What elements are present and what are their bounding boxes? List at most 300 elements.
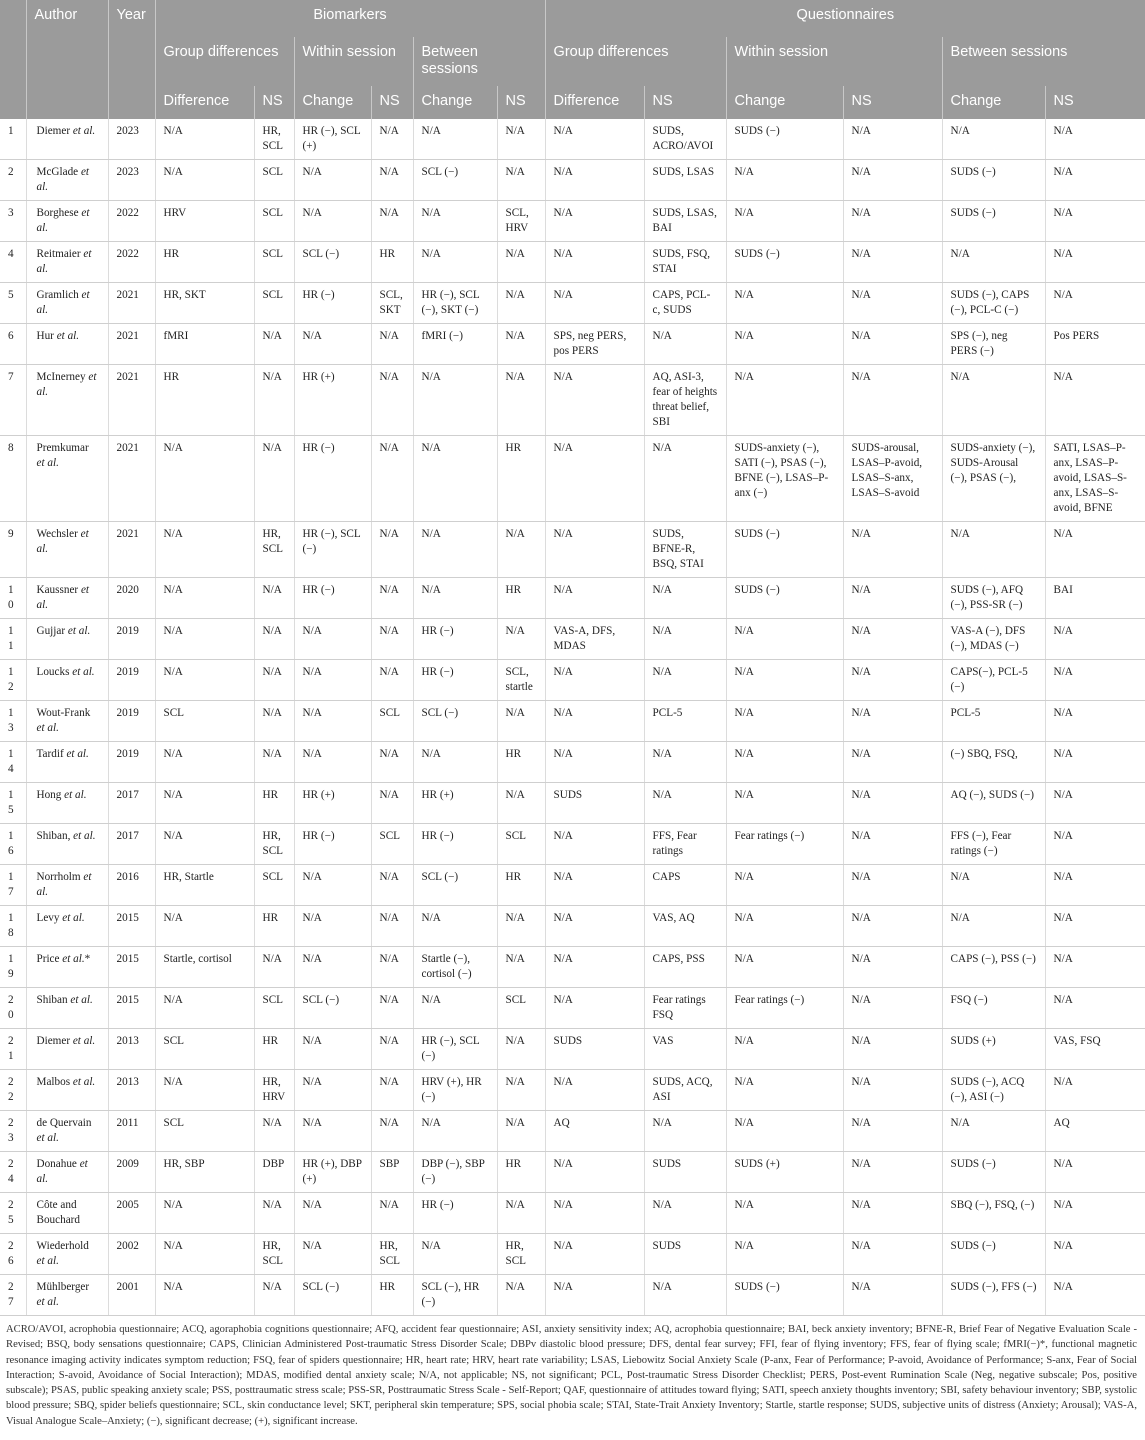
cell-q-within-change: N/A — [726, 947, 843, 988]
cell-q-group-difference: N/A — [545, 242, 644, 283]
cell-q-between-change: N/A — [942, 365, 1045, 436]
cell-bio-group-ns: SCL — [254, 988, 294, 1029]
cell-bio-between-ns: N/A — [497, 119, 545, 160]
cell-bio-within-change: HR (+) — [294, 365, 371, 436]
table-row — [0, 824, 1145, 865]
cell-bio-group-difference: HRV — [155, 201, 254, 242]
cell-index: 1 — [0, 119, 26, 160]
cell-q-group-difference: SUDS — [545, 783, 644, 824]
table-row — [0, 1152, 1145, 1193]
cell-author: Shiban et al. — [26, 988, 108, 1029]
cell-bio-within-ns: HR, SCL — [371, 1234, 413, 1275]
cell-year: 2017 — [108, 783, 155, 824]
cell-bio-within-ns: N/A — [371, 324, 413, 365]
cell-index: 16 — [0, 824, 26, 865]
cell-bio-between-ns: SCL — [497, 988, 545, 1029]
table-row — [0, 324, 1145, 365]
cell-q-within-change: N/A — [726, 865, 843, 906]
cell-bio-within-ns: N/A — [371, 160, 413, 201]
cell-bio-between-ns: N/A — [497, 619, 545, 660]
cell-bio-between-ns: N/A — [497, 160, 545, 201]
cell-bio-between-ns: HR — [497, 865, 545, 906]
cell-q-group-difference: N/A — [545, 988, 644, 1029]
cell-author: Price et al.* — [26, 947, 108, 988]
cell-q-within-ns: N/A — [843, 783, 942, 824]
table-row — [0, 119, 1145, 160]
cell-q-between-change: FFS (−), Fear ratings (−) — [942, 824, 1045, 865]
cell-bio-group-difference: N/A — [155, 578, 254, 619]
cell-bio-within-ns: N/A — [371, 1070, 413, 1111]
cell-bio-within-ns: SCL, SKT — [371, 283, 413, 324]
cell-bio-between-change: N/A — [413, 242, 497, 283]
cell-q-between-ns: N/A — [1045, 783, 1145, 824]
cell-author: Borghese et al. — [26, 201, 108, 242]
cell-bio-group-difference: N/A — [155, 1070, 254, 1111]
cell-q-within-ns: N/A — [843, 824, 942, 865]
cell-bio-between-change: HR (−), SCL (−) — [413, 1029, 497, 1070]
cell-bio-between-ns: SCL — [497, 824, 545, 865]
cell-q-within-ns: N/A — [843, 522, 942, 578]
cell-year: 2009 — [108, 1152, 155, 1193]
cell-bio-group-difference: N/A — [155, 660, 254, 701]
cell-q-between-change: SUDS (−) — [942, 201, 1045, 242]
table-row — [0, 619, 1145, 660]
cell-bio-within-ns: N/A — [371, 865, 413, 906]
cell-q-between-ns: N/A — [1045, 160, 1145, 201]
cell-q-within-ns: SUDS-arousal, LSAS–P-avoid, LSAS–S-anx, LSAS–S-avoid — [843, 436, 942, 522]
cell-bio-within-ns: N/A — [371, 201, 413, 242]
cell-q-between-ns: N/A — [1045, 988, 1145, 1029]
cell-bio-within-change: HR (−) — [294, 283, 371, 324]
cell-bio-within-ns: N/A — [371, 578, 413, 619]
cell-bio-group-difference: N/A — [155, 1193, 254, 1234]
cell-bio-group-difference: N/A — [155, 742, 254, 783]
cell-q-group-ns: N/A — [644, 578, 726, 619]
cell-q-between-ns: N/A — [1045, 1152, 1145, 1193]
cell-q-within-change: N/A — [726, 201, 843, 242]
cell-year: 2022 — [108, 242, 155, 283]
cell-q-between-change: SUDS (−), FFS (−) — [942, 1275, 1045, 1316]
cell-q-group-difference: VAS-A, DFS, MDAS — [545, 619, 644, 660]
cell-bio-within-ns: N/A — [371, 988, 413, 1029]
cell-bio-between-change: N/A — [413, 906, 497, 947]
cell-q-within-change: SUDS (−) — [726, 522, 843, 578]
cell-author: McInerney et al. — [26, 365, 108, 436]
cell-q-group-ns: N/A — [644, 1111, 726, 1152]
cell-q-within-change: N/A — [726, 742, 843, 783]
cell-year: 2020 — [108, 578, 155, 619]
cell-q-group-ns: CAPS — [644, 865, 726, 906]
cell-bio-within-change: SCL (−) — [294, 988, 371, 1029]
cell-bio-group-ns: SCL — [254, 242, 294, 283]
cell-bio-within-ns: N/A — [371, 1193, 413, 1234]
cell-q-group-ns: VAS, AQ — [644, 906, 726, 947]
cell-bio-group-difference: HR, Startle — [155, 865, 254, 906]
cell-bio-between-change: DBP (−), SBP (−) — [413, 1152, 497, 1193]
cell-bio-between-change: SCL (−), HR (−) — [413, 1275, 497, 1316]
cell-q-within-ns: N/A — [843, 660, 942, 701]
cell-bio-between-change: SCL (−) — [413, 865, 497, 906]
cell-q-within-change: N/A — [726, 1234, 843, 1275]
cell-index: 27 — [0, 1275, 26, 1316]
cell-index: 18 — [0, 906, 26, 947]
cell-q-within-change: N/A — [726, 1111, 843, 1152]
cell-q-within-change: Fear ratings (−) — [726, 988, 843, 1029]
cell-q-within-ns: N/A — [843, 1029, 942, 1070]
cell-q-group-difference: N/A — [545, 824, 644, 865]
cell-bio-group-ns: HR, SCL — [254, 1234, 294, 1275]
cell-author: Tardif et al. — [26, 742, 108, 783]
cell-q-group-ns: CAPS, PSS — [644, 947, 726, 988]
cell-q-group-difference: N/A — [545, 436, 644, 522]
cell-q-group-ns: SUDS, FSQ, STAI — [644, 242, 726, 283]
cell-index: 19 — [0, 947, 26, 988]
cell-bio-within-ns: SCL — [371, 824, 413, 865]
cell-bio-group-difference: Startle, cortisol — [155, 947, 254, 988]
cell-bio-group-difference: N/A — [155, 119, 254, 160]
header-q-group-differences: Group differences — [545, 37, 726, 86]
cell-bio-between-change: HR (+) — [413, 783, 497, 824]
cell-author: Gramlich et al. — [26, 283, 108, 324]
cell-bio-group-ns: N/A — [254, 578, 294, 619]
cell-bio-group-ns: HR — [254, 1029, 294, 1070]
cell-index: 10 — [0, 578, 26, 619]
cell-q-within-change: N/A — [726, 324, 843, 365]
cell-q-group-ns: AQ, ASI-3, fear of heights threat belief, SBI — [644, 365, 726, 436]
cell-author: Donahue et al. — [26, 1152, 108, 1193]
cell-bio-within-change: HR (+) — [294, 783, 371, 824]
cell-q-between-ns: Pos PERS — [1045, 324, 1145, 365]
cell-bio-within-ns: N/A — [371, 660, 413, 701]
cell-bio-between-change: SCL (−) — [413, 160, 497, 201]
cell-author: Wiederhold et al. — [26, 1234, 108, 1275]
cell-q-between-ns: VAS, FSQ — [1045, 1029, 1145, 1070]
cell-year: 2021 — [108, 283, 155, 324]
cell-q-within-change: N/A — [726, 906, 843, 947]
cell-bio-between-ns: N/A — [497, 906, 545, 947]
cell-q-between-change: VAS-A (−), DFS (−), MDAS (−) — [942, 619, 1045, 660]
cell-bio-between-ns: N/A — [497, 1111, 545, 1152]
cell-year: 2017 — [108, 824, 155, 865]
cell-bio-within-ns: N/A — [371, 619, 413, 660]
cell-q-between-ns: N/A — [1045, 660, 1145, 701]
cell-year: 2021 — [108, 365, 155, 436]
table-row — [0, 906, 1145, 947]
cell-bio-between-ns: HR, SCL — [497, 1234, 545, 1275]
cell-year: 2005 — [108, 1193, 155, 1234]
cell-bio-between-ns: SCL, HRV — [497, 201, 545, 242]
cell-q-between-change: PCL-5 — [942, 701, 1045, 742]
header-q-between-change: Change — [942, 86, 1045, 119]
cell-bio-group-difference: HR, SKT — [155, 283, 254, 324]
cell-q-between-ns: AQ — [1045, 1111, 1145, 1152]
cell-q-between-ns: N/A — [1045, 824, 1145, 865]
cell-bio-group-difference: N/A — [155, 160, 254, 201]
cell-q-between-ns: N/A — [1045, 947, 1145, 988]
table-row — [0, 947, 1145, 988]
cell-q-group-ns: N/A — [644, 619, 726, 660]
cell-q-between-change: SUDS (−), ACQ (−), ASI (−) — [942, 1070, 1045, 1111]
cell-year: 2019 — [108, 701, 155, 742]
cell-author: Diemer et al. — [26, 1029, 108, 1070]
cell-bio-group-ns: N/A — [254, 436, 294, 522]
cell-bio-between-ns: N/A — [497, 701, 545, 742]
cell-bio-group-difference: HR, SBP — [155, 1152, 254, 1193]
table-row — [0, 283, 1145, 324]
cell-q-group-difference: N/A — [545, 522, 644, 578]
cell-author: Shiban, et al. — [26, 824, 108, 865]
cell-year: 2011 — [108, 1111, 155, 1152]
cell-bio-between-change: fMRI (−) — [413, 324, 497, 365]
header-questionnaires: Questionnaires — [545, 0, 1145, 37]
cell-q-group-difference: N/A — [545, 1152, 644, 1193]
cell-index: 4 — [0, 242, 26, 283]
cell-year: 2022 — [108, 201, 155, 242]
cell-index: 21 — [0, 1029, 26, 1070]
cell-index: 24 — [0, 1152, 26, 1193]
cell-q-within-ns: N/A — [843, 324, 942, 365]
cell-q-within-change: N/A — [726, 160, 843, 201]
cell-year: 2015 — [108, 988, 155, 1029]
cell-q-within-ns: N/A — [843, 988, 942, 1029]
cell-q-group-ns: PCL-5 — [644, 701, 726, 742]
cell-bio-group-ns: DBP — [254, 1152, 294, 1193]
cell-index: 25 — [0, 1193, 26, 1234]
cell-q-within-change: SUDS (−) — [726, 578, 843, 619]
cell-index: 15 — [0, 783, 26, 824]
cell-author: Malbos et al. — [26, 1070, 108, 1111]
cell-q-between-ns: N/A — [1045, 906, 1145, 947]
table-row — [0, 1275, 1145, 1316]
cell-q-group-ns: SUDS, LSAS — [644, 160, 726, 201]
cell-author: Wout-Frank et al. — [26, 701, 108, 742]
cell-bio-between-ns: N/A — [497, 947, 545, 988]
cell-q-between-change: AQ (−), SUDS (−) — [942, 783, 1045, 824]
cell-bio-group-ns: N/A — [254, 324, 294, 365]
cell-author: McGlade et al. — [26, 160, 108, 201]
cell-bio-between-ns: N/A — [497, 365, 545, 436]
cell-q-within-ns: N/A — [843, 160, 942, 201]
cell-q-group-difference: N/A — [545, 1275, 644, 1316]
cell-index: 20 — [0, 988, 26, 1029]
cell-bio-group-ns: N/A — [254, 660, 294, 701]
cell-q-within-ns: N/A — [843, 365, 942, 436]
cell-q-within-change: SUDS (−) — [726, 242, 843, 283]
cell-bio-between-change: N/A — [413, 578, 497, 619]
cell-q-between-ns: N/A — [1045, 701, 1145, 742]
cell-q-group-difference: N/A — [545, 201, 644, 242]
cell-bio-group-ns: SCL — [254, 865, 294, 906]
cell-q-between-ns: N/A — [1045, 242, 1145, 283]
cell-bio-between-ns: N/A — [497, 1070, 545, 1111]
header-bio-between-ns: NS — [497, 86, 545, 119]
cell-q-within-ns: N/A — [843, 578, 942, 619]
cell-bio-group-difference: N/A — [155, 783, 254, 824]
cell-q-within-change: N/A — [726, 1070, 843, 1111]
cell-bio-between-change: SCL (−) — [413, 701, 497, 742]
cell-bio-within-ns: HR — [371, 242, 413, 283]
cell-q-group-difference: SUDS — [545, 1029, 644, 1070]
cell-bio-between-change: Startle (−), cortisol (−) — [413, 947, 497, 988]
cell-q-group-ns: N/A — [644, 742, 726, 783]
cell-q-between-ns: N/A — [1045, 522, 1145, 578]
cell-bio-between-ns: N/A — [497, 1029, 545, 1070]
cell-q-between-change: SUDS (+) — [942, 1029, 1045, 1070]
cell-q-group-ns: N/A — [644, 324, 726, 365]
cell-q-group-difference: SPS, neg PERS, pos PERS — [545, 324, 644, 365]
cell-q-between-change: SUDS (−) — [942, 1234, 1045, 1275]
cell-bio-group-ns: HR, HRV — [254, 1070, 294, 1111]
cell-q-between-change: (−) SBQ, FSQ, — [942, 742, 1045, 783]
cell-bio-within-change: HR (−), SCL (+) — [294, 119, 371, 160]
cell-q-between-change: N/A — [942, 906, 1045, 947]
cell-q-between-change: SUDS (−) — [942, 1152, 1045, 1193]
cell-q-within-ns: N/A — [843, 119, 942, 160]
cell-bio-between-change: HR (−) — [413, 1193, 497, 1234]
header-q-group-ns: NS — [644, 86, 726, 119]
cell-q-between-ns: N/A — [1045, 742, 1145, 783]
cell-q-between-ns: N/A — [1045, 865, 1145, 906]
cell-bio-group-ns: HR — [254, 783, 294, 824]
cell-bio-between-ns: N/A — [497, 783, 545, 824]
cell-bio-group-difference: SCL — [155, 701, 254, 742]
cell-q-within-change: SUDS (−) — [726, 1275, 843, 1316]
cell-year: 2023 — [108, 160, 155, 201]
cell-author: Loucks et al. — [26, 660, 108, 701]
cell-bio-within-change: N/A — [294, 324, 371, 365]
cell-bio-between-ns: N/A — [497, 324, 545, 365]
cell-q-between-change: SPS (−), neg PERS (−) — [942, 324, 1045, 365]
cell-q-within-ns: N/A — [843, 1152, 942, 1193]
cell-bio-between-ns: HR — [497, 436, 545, 522]
cell-bio-within-change: N/A — [294, 1029, 371, 1070]
cell-bio-within-ns: N/A — [371, 365, 413, 436]
cell-bio-group-ns: N/A — [254, 619, 294, 660]
cell-bio-group-ns: SCL — [254, 283, 294, 324]
cell-bio-within-ns: N/A — [371, 783, 413, 824]
cell-q-between-change: FSQ (−) — [942, 988, 1045, 1029]
cell-bio-within-change: HR (−), SCL (−) — [294, 522, 371, 578]
cell-bio-between-change: N/A — [413, 988, 497, 1029]
cell-author: Levy et al. — [26, 906, 108, 947]
table-row — [0, 660, 1145, 701]
cell-q-within-ns: N/A — [843, 619, 942, 660]
cell-bio-within-change: N/A — [294, 1111, 371, 1152]
cell-q-within-ns: N/A — [843, 1275, 942, 1316]
cell-bio-between-ns: HR — [497, 578, 545, 619]
cell-bio-group-ns: N/A — [254, 1275, 294, 1316]
cell-year: 2002 — [108, 1234, 155, 1275]
cell-q-within-ns: N/A — [843, 201, 942, 242]
cell-bio-within-change: N/A — [294, 619, 371, 660]
cell-bio-within-change: N/A — [294, 906, 371, 947]
cell-year: 2015 — [108, 906, 155, 947]
cell-bio-between-change: N/A — [413, 742, 497, 783]
cell-author: de Quervain et al. — [26, 1111, 108, 1152]
cell-q-group-ns: VAS — [644, 1029, 726, 1070]
cell-bio-within-change: N/A — [294, 742, 371, 783]
cell-bio-group-ns: HR, SCL — [254, 824, 294, 865]
cell-bio-group-difference: SCL — [155, 1029, 254, 1070]
cell-q-within-change: N/A — [726, 660, 843, 701]
header-author: Author — [26, 0, 108, 37]
cell-bio-within-ns: N/A — [371, 119, 413, 160]
cell-q-group-difference: N/A — [545, 578, 644, 619]
table-row — [0, 160, 1145, 201]
cell-q-group-difference: N/A — [545, 119, 644, 160]
cell-bio-within-change: HR (−) — [294, 436, 371, 522]
header-bio-between-sessions: Between sessions — [413, 37, 545, 86]
header-bio-group-differences: Group differences — [155, 37, 294, 86]
cell-author: Reitmaier et al. — [26, 242, 108, 283]
cell-q-group-ns: N/A — [644, 1275, 726, 1316]
cell-bio-within-change: N/A — [294, 201, 371, 242]
cell-author: Premkumar et al. — [26, 436, 108, 522]
cell-bio-group-difference: HR — [155, 242, 254, 283]
cell-bio-within-ns: N/A — [371, 742, 413, 783]
cell-bio-within-ns: N/A — [371, 1111, 413, 1152]
cell-bio-within-change: HR (−) — [294, 824, 371, 865]
cell-bio-within-change: SCL (−) — [294, 242, 371, 283]
cell-year: 2021 — [108, 324, 155, 365]
cell-q-within-ns: N/A — [843, 1070, 942, 1111]
cell-year: 2001 — [108, 1275, 155, 1316]
cell-bio-group-ns: N/A — [254, 701, 294, 742]
cell-index: 22 — [0, 1070, 26, 1111]
table-row — [0, 783, 1145, 824]
cell-q-within-change: N/A — [726, 619, 843, 660]
cell-q-group-difference: N/A — [545, 1070, 644, 1111]
cell-q-within-ns: N/A — [843, 947, 942, 988]
cell-index: 2 — [0, 160, 26, 201]
cell-bio-group-ns: HR, SCL — [254, 522, 294, 578]
header-q-difference: Difference — [545, 86, 644, 119]
cell-q-group-difference: N/A — [545, 947, 644, 988]
table-footnote: ACRO/AVOI, acrophobia questionnaire; ACQ, agoraphobia cognitions questionnaire; AFQ, accident fear questionnaire; ASI, anxiety sensitivity index; AQ, acrophobia questionnaire; BAI, beck anxiety inventory; BFNE-R, Brief Fear of Negative Evaluation Scale - Revised; BSQ, body sensations questionnaire; CAPS, Clinician Administered Post-traumatic Stress Disorder Scale; DBPv diastolic blood pressure; DFS, dental fear survey; FFI, fear of flying inventory; FFS, fear of flying scale; fMRI(−)*, functional magnetic resonance imaging activity indicates symptom reduction; FSQ, fear of spiders questionnaire; HR, heart rate; HRV, heart rate variability; LSAS, Liebowitz Social Anxiety Scale (P-anx, Fear of Performance; P-avoid, Avoidance of Performance; S-anx, Fear of Social Interaction; S-avoid, Avoidance of Social Interaction); MDAS, modified dental anxiety scale; N/A, not applicable; NS, not significant; PCL, Post-traumatic Stress Disorder Checklist; PERS, Post-event Rumination Scale (Neg, negative subscale; Pos, positive subscale); PSAS, public speaking anxiety scale; PSS, posttraumatic stress scale; PSS-SR, Posttraumatic Stress Scale - Self-Report; QAF, questionnaire of attitudes toward flying; SATI, speech anxiety thoughts inventory; SBI, safety behaviour inventory; SBP, systolic blood pressure; SBQ, spider beliefs questionnaire; SCL, skin conductance level; SKT, peripheral skin temperature; SPS, social phobia scale; STAI, State-Trait Anxiety Inventory; Startle, startle response; SUDS, subjective units of distress (Anxiety; Arousal); VAS-A, Visual Analogue Scale–Anxiety; (−), significant decrease; (+), significant increase. — [6, 1324, 1137, 1427]
cell-bio-within-ns: SCL — [371, 701, 413, 742]
cell-bio-within-change: N/A — [294, 701, 371, 742]
cell-q-group-difference: N/A — [545, 701, 644, 742]
cell-index: 26 — [0, 1234, 26, 1275]
cell-q-group-ns: N/A — [644, 783, 726, 824]
table-row — [0, 742, 1145, 783]
table-row — [0, 1234, 1145, 1275]
cell-q-between-change: N/A — [942, 865, 1045, 906]
cell-bio-between-change: N/A — [413, 201, 497, 242]
header-year: Year — [108, 0, 155, 37]
table-row — [0, 988, 1145, 1029]
cell-author: Kaussner et al. — [26, 578, 108, 619]
cell-q-between-change: N/A — [942, 1111, 1045, 1152]
table-row — [0, 701, 1145, 742]
cell-q-group-difference: N/A — [545, 660, 644, 701]
cell-bio-group-ns: N/A — [254, 742, 294, 783]
cell-q-within-ns: N/A — [843, 701, 942, 742]
cell-q-within-change: SUDS (+) — [726, 1152, 843, 1193]
cell-bio-group-ns: N/A — [254, 1193, 294, 1234]
table-row — [0, 201, 1145, 242]
cell-index: 13 — [0, 701, 26, 742]
cell-q-between-change: N/A — [942, 119, 1045, 160]
cell-q-group-difference: AQ — [545, 1111, 644, 1152]
header-q-between-sessions: Between sessions — [942, 37, 1145, 86]
cell-bio-within-change: N/A — [294, 1070, 371, 1111]
cell-author: Norrholm et al. — [26, 865, 108, 906]
cell-q-within-ns: N/A — [843, 742, 942, 783]
cell-index: 11 — [0, 619, 26, 660]
cell-q-between-change: N/A — [942, 522, 1045, 578]
header-q-within-session: Within session — [726, 37, 942, 86]
